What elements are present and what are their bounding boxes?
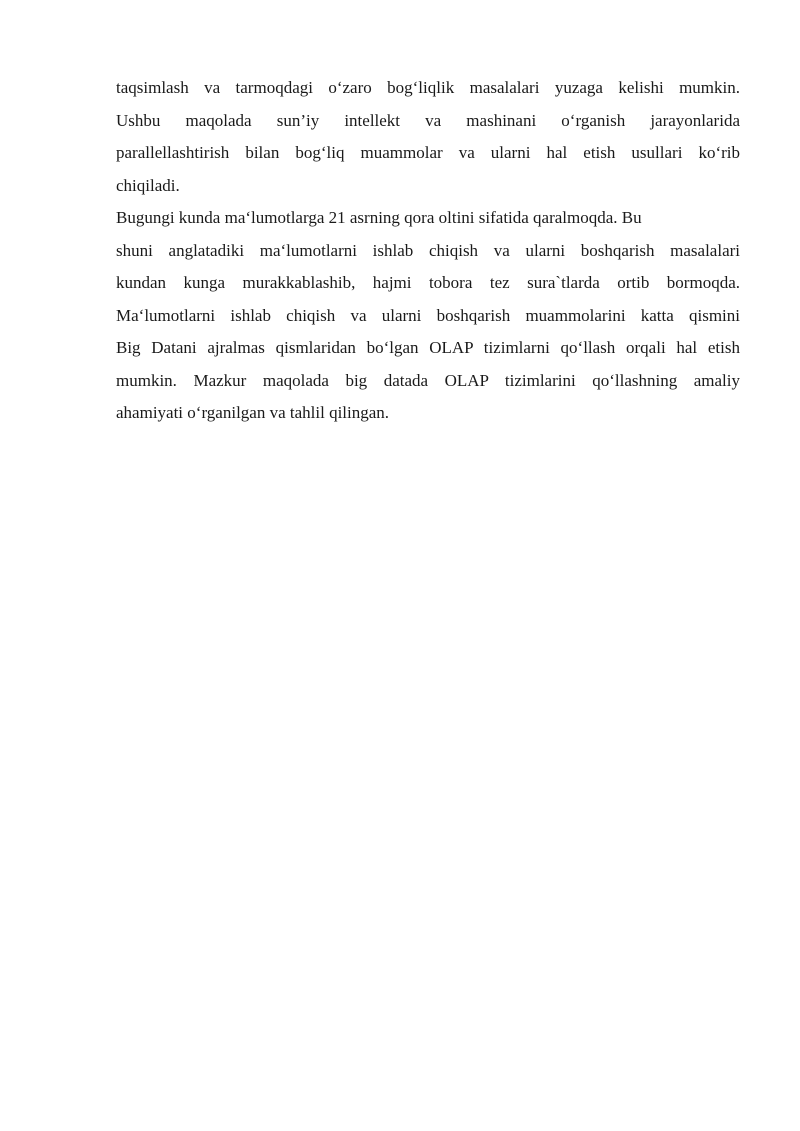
paragraph-2	[116, 202, 740, 235]
text-line: Ma‘lumotlarni ishlab chiqish va ularni boshqarish muammolarini katta qismini	[116, 305, 740, 325]
text-line: Ushbu maqolada sun’iy intellekt va mashinani o‘rganish jarayonlarida	[116, 110, 740, 130]
text-line: ahamiyati o‘rganilgan va tahlil qilingan.	[116, 403, 390, 422]
text-line: Big Datani ajralmas qismlaridan bo‘lgan OLAP tizimlarni qo‘llash orqali hal etish	[116, 338, 740, 357]
paragraph-1	[116, 72, 740, 202]
text-line: mumkin. Mazkur maqolada big datada OLAP tizimlarini qo‘llashning amaliy	[116, 370, 740, 390]
text-line: parallellashtirish bilan bog‘liq muammolar va ularni hal etish usullari ko‘rib	[116, 143, 740, 162]
text-line: shuni anglatadiki ma‘lumotlarni ishlab chiqish va ularni boshqarish masalalari	[116, 240, 740, 260]
text-line: Bugungi kunda ma‘lumotlarga 21 asrning qora oltini sifatida qaralmoqda. Bu	[116, 208, 642, 227]
text-line: kundan kunga murakkablashib, hajmi tobora tez sura`tlarda ortib bormoqda.	[116, 273, 740, 292]
document-body	[116, 72, 740, 430]
text-line: chiqiladi.	[116, 175, 180, 195]
text-line: taqsimlash va tarmoqdagi o‘zaro bog‘liqlik masalalari yuzaga kelishi mumkin.	[116, 78, 740, 97]
paragraph-3	[116, 235, 740, 430]
